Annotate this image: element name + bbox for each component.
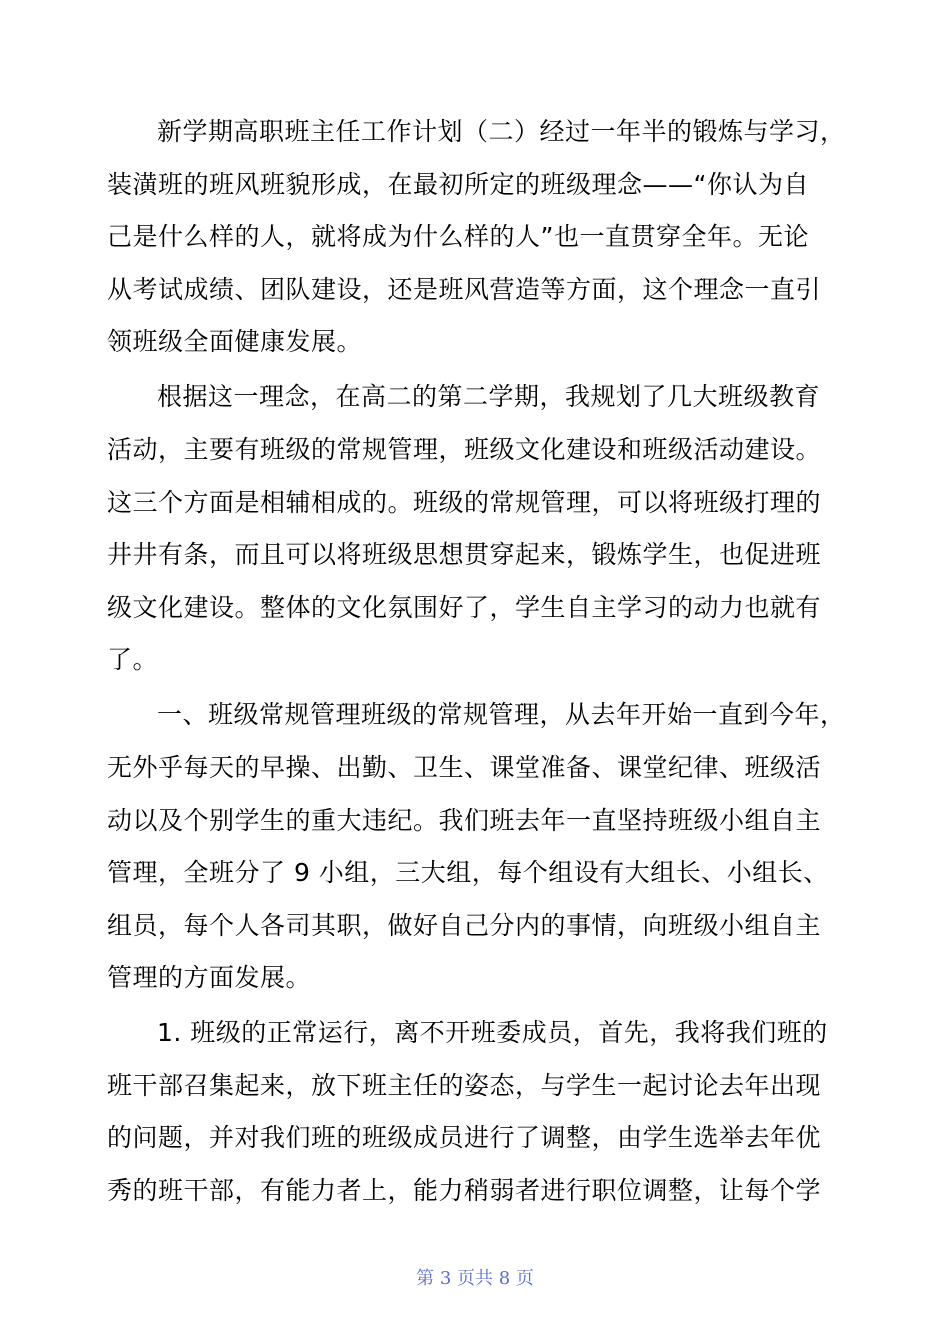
text-line: 领班级全面健康发展。: [107, 327, 363, 357]
text-line: 秀的班干部，有能力者上，能力稍弱者进行职位调整，让每个学: [107, 1176, 822, 1206]
text-line: 管理的方面发展。: [107, 963, 312, 993]
text-line: 组员，每个人各司其职，做好自己分内的事情，向班级小组自主: [107, 910, 822, 940]
text-line: 动以及个别学生的重大违纪。我们班去年一直坚持班级小组自主: [107, 805, 822, 835]
text-line: 根据这一理念，在高二的第二学期，我规划了几大班级教育: [157, 382, 821, 412]
text-line: 无外乎每天的早操、出勤、卫生、课堂准备、课堂纪律、班级活: [107, 752, 822, 782]
text-line: 级文化建设。整体的文化氛围好了，学生自主学习的动力也就有: [107, 592, 822, 622]
paragraph-4: [107, 1007, 847, 1217]
paragraph-2: [107, 371, 847, 687]
text-line: 装潢班的班风班貌形成，在最初所定的班级理念——“你认为自: [107, 169, 809, 199]
text-line: 新学期高职班主任工作计划（二）经过一年半的锻炼与学习，: [157, 117, 846, 146]
paragraph-3: [107, 689, 847, 1005]
text-line: 活动，主要有班级的常规管理，班级文化建设和班级活动建设。: [107, 434, 822, 464]
text-line: 的问题，并对我们班的班级成员进行了调整，由学生选举去年优: [107, 1123, 822, 1153]
document-body: [107, 106, 847, 1220]
text-line: 管理，全班分了 9 小组，三大组，每个组设有大组长、小组长、: [107, 858, 829, 888]
text-line: 了。: [107, 645, 159, 675]
text-line: 井井有条，而且可以将班级思想贯穿起来，锻炼学生，也促进班: [107, 540, 822, 570]
text-line: 班干部召集起来，放下班主任的姿态，与学生一起讨论去年出现: [107, 1070, 822, 1100]
text-line: 这三个方面是相辅相成的。班级的常规管理，可以将班级打理的: [107, 487, 822, 517]
text-line: 从考试成绩、团队建设，还是班风营造等方面，这个理念一直引: [107, 274, 822, 304]
text-line: 一、班级常规管理班级的常规管理，从去年开始一直到今年，: [157, 700, 846, 730]
page-number-footer: 第 3 页共 8 页: [416, 1268, 534, 1289]
paragraph-1: [107, 106, 847, 369]
text-line: 1. 班级的正常运行，离不开班委成员，首先，我将我们班的: [157, 1018, 828, 1048]
text-line: 己是什么样的人，就将成为什么样的人”也一直贯穿全年。无论: [107, 222, 809, 252]
